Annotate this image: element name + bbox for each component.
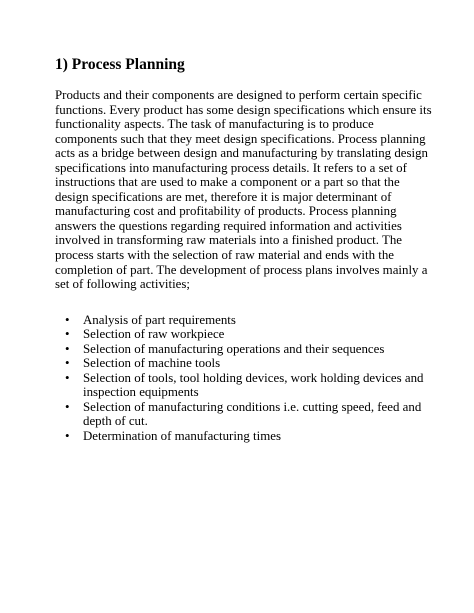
section-heading: 1) Process Planning (55, 56, 185, 73)
paragraph-line: design specifications are met, therefore it is major determinant of (55, 189, 392, 204)
bullet-icon: • (65, 341, 70, 356)
list-item-line: Determination of manufacturing times (83, 429, 281, 444)
list-item-text (83, 400, 423, 429)
list-item (55, 327, 423, 342)
paragraph-line: functionality aspects. The task of manufacturing is to produce (55, 117, 374, 132)
paragraph-line: Products and their components are designed to perform certain specific (55, 88, 422, 102)
list-item-line: Selection of manufacturing operations and their sequences (83, 341, 385, 356)
list-item (55, 356, 423, 371)
bullet-icon: • (65, 312, 70, 327)
document-page (55, 55, 432, 444)
activities-list (55, 313, 423, 444)
list-item-line: Analysis of part requirements (83, 312, 236, 327)
paragraph-line: components such that they meet design specifications. Process planning (55, 131, 426, 146)
bullet-icon: • (65, 327, 70, 342)
list-item (55, 400, 423, 429)
paragraph-line: involved in transforming raw materials into a finished product. The (55, 233, 403, 248)
list-item (55, 342, 423, 357)
paragraph-line: set of following activities; (55, 277, 190, 292)
list-item-text (83, 429, 423, 444)
list-item-text (83, 371, 423, 400)
list-item-text (83, 342, 423, 357)
list-item-text (83, 313, 423, 328)
list-item-text (83, 327, 423, 342)
bullet-icon: • (65, 399, 70, 414)
list-item (55, 371, 423, 400)
list-item-line: Selection of tools, tool holding devices, work holding devices and (83, 370, 424, 385)
paragraph-line: completion of part. The development of process plans involves mainly a (55, 262, 428, 277)
paragraph-line: instructions that are used to make a component or a part so that the (55, 175, 400, 190)
list-item (55, 429, 423, 444)
list-item-line: depth of cut. (83, 414, 148, 429)
list-item-line: Selection of raw workpiece (83, 327, 225, 342)
list-item (55, 313, 423, 328)
list-item-line: inspection equipments (83, 385, 199, 400)
bullet-icon: • (65, 429, 70, 444)
paragraph-line: acts as a bridge between design and manufacturing by translating design (55, 146, 428, 161)
bullet-icon: • (65, 356, 70, 371)
intro-paragraph (55, 88, 432, 292)
paragraph-line: specifications into manufacturing process details. It refers to a set of (55, 160, 407, 175)
paragraph-line: manufacturing cost and profitability of products. Process planning (55, 204, 397, 219)
bullet-icon: • (65, 370, 70, 385)
list-item-text (83, 356, 423, 371)
paragraph-line: answers the questions regarding required information and activities (55, 218, 402, 233)
paragraph-line: process starts with the selection of raw material and ends with the (55, 248, 394, 263)
list-item-line: Selection of machine tools (83, 356, 221, 371)
list-item-line: Selection of manufacturing conditions i.e. cutting speed, feed and (83, 399, 422, 414)
paragraph-line: functions. Every product has some design specifications which ensure its (55, 102, 432, 117)
